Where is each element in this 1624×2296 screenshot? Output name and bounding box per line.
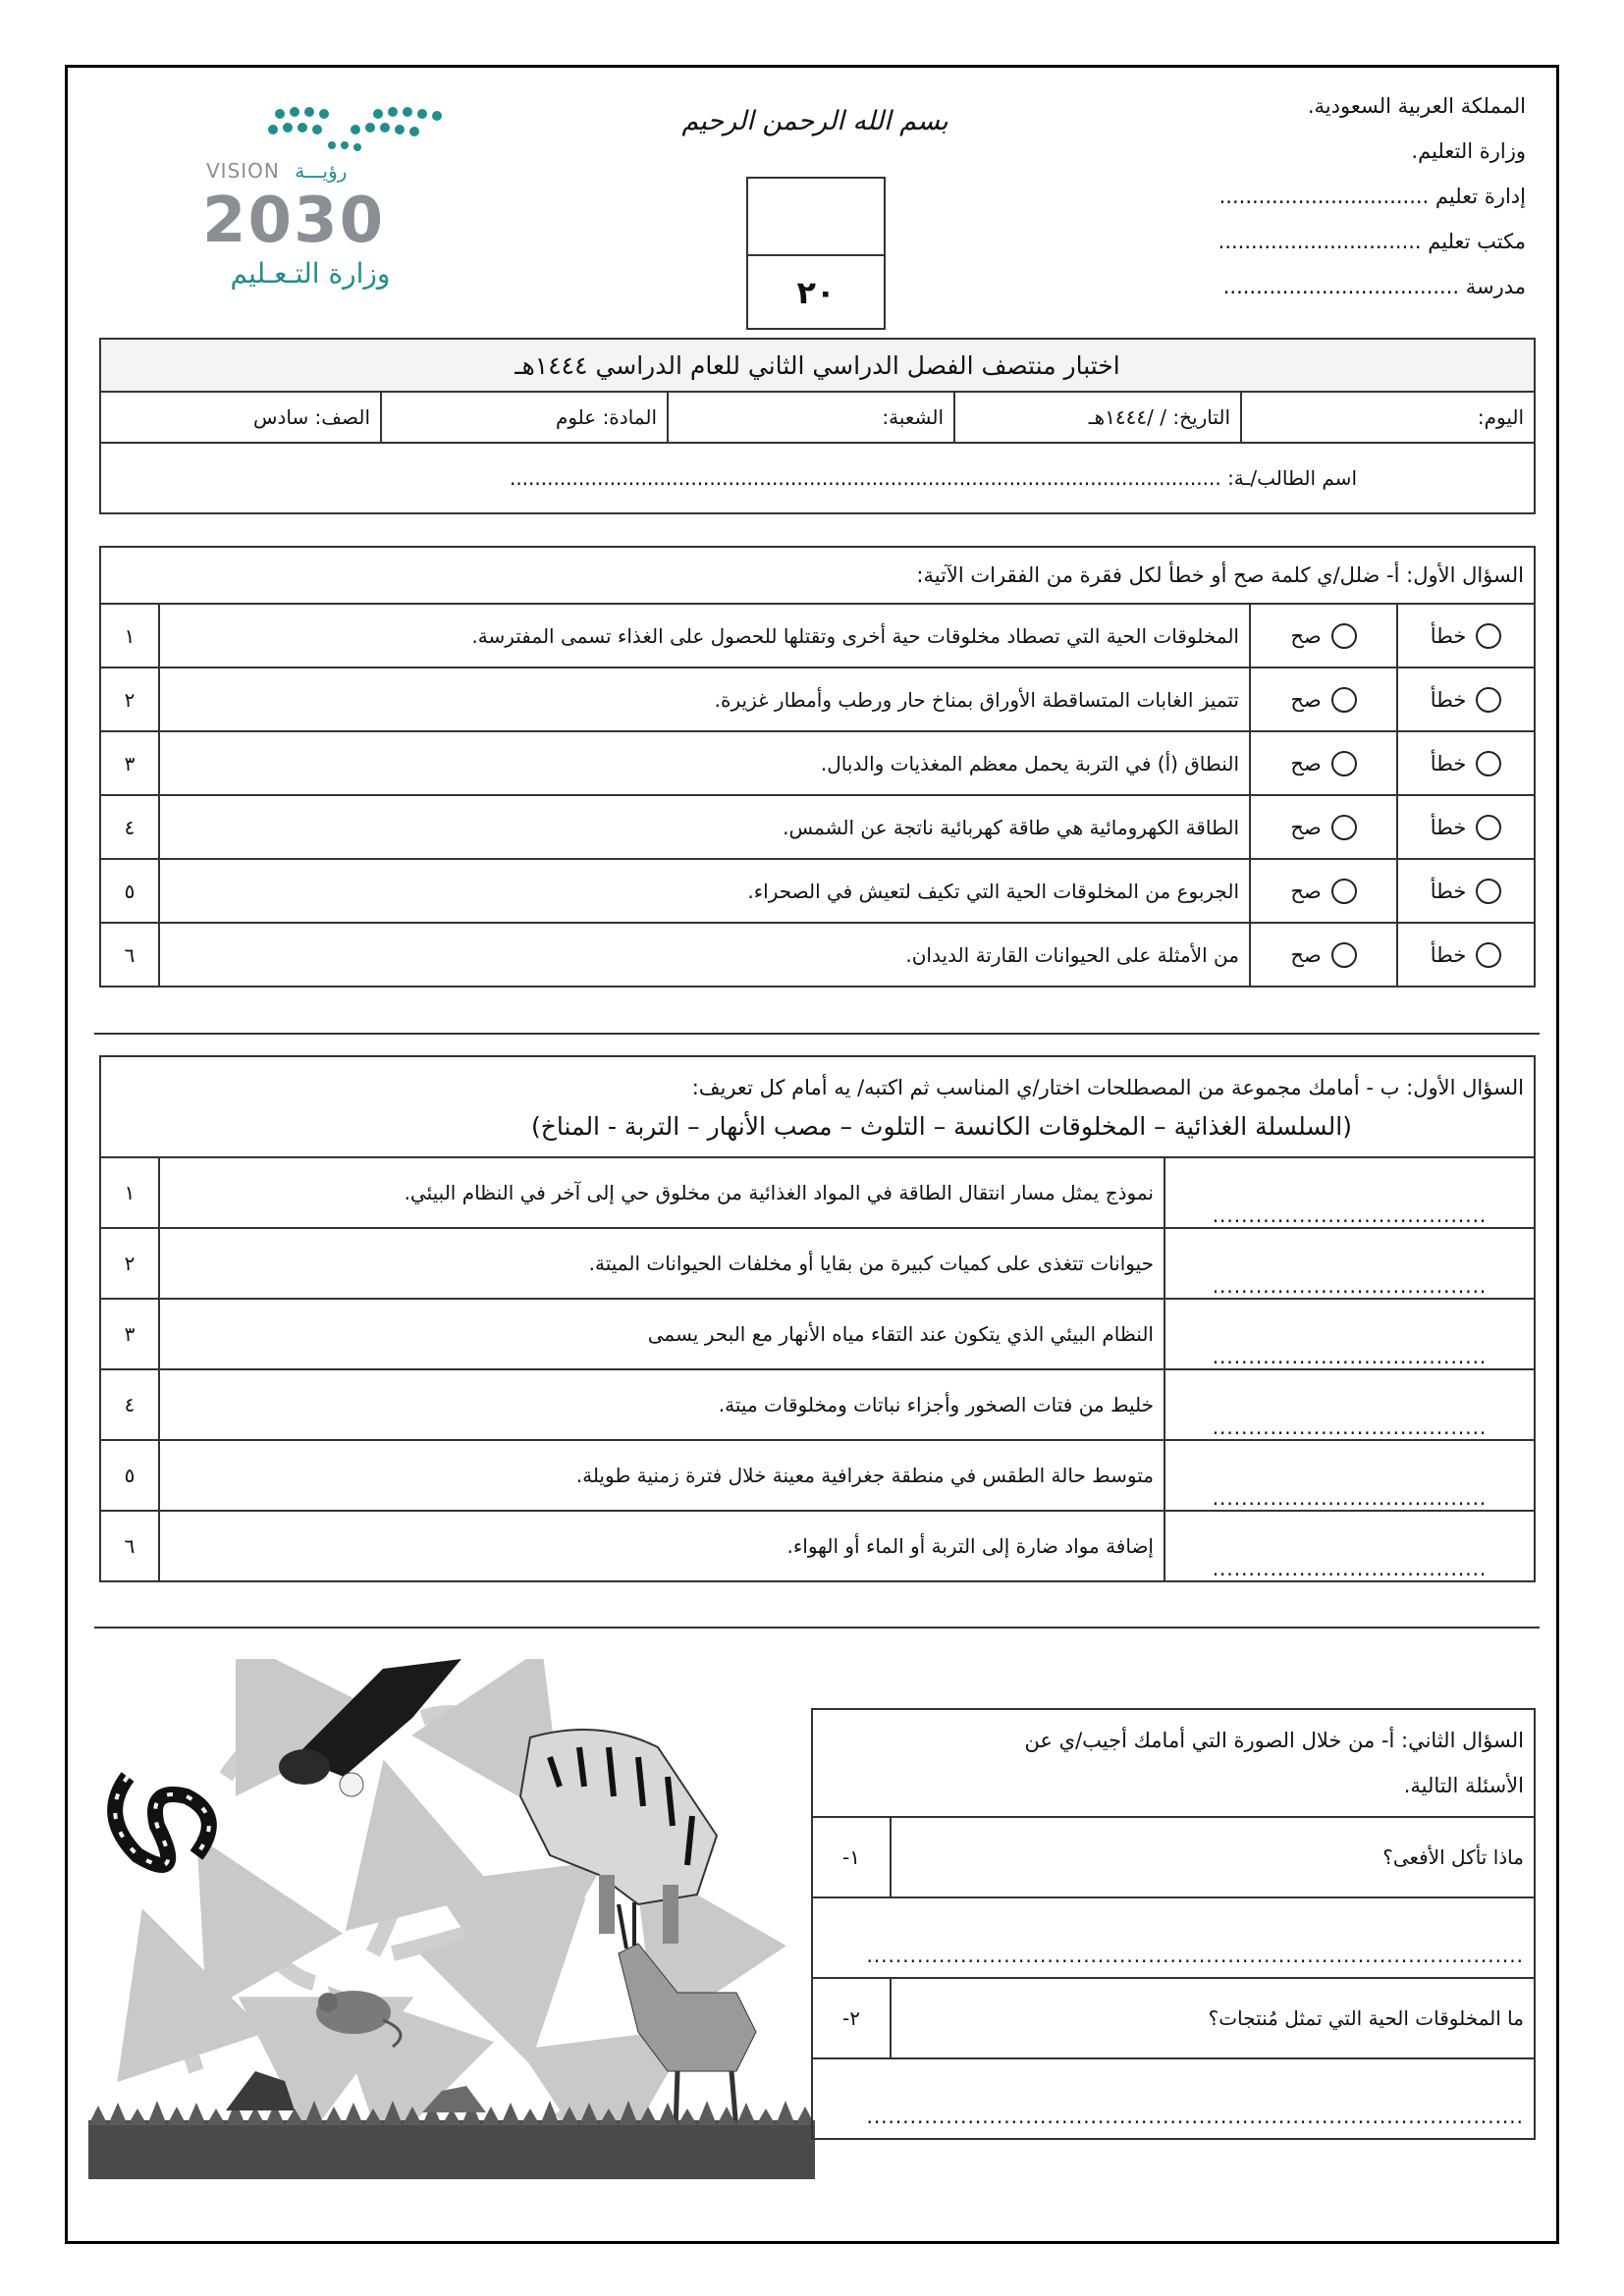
logo-vision-ar: رؤيـــة xyxy=(295,159,348,183)
tf-row xyxy=(100,795,1535,859)
tf-row xyxy=(100,604,1535,667)
radio-circle-icon[interactable] xyxy=(1331,815,1357,840)
tf-row xyxy=(100,859,1535,923)
radio-circle-icon[interactable] xyxy=(1331,687,1357,713)
item-number: ٤ xyxy=(100,795,159,859)
answer-blank[interactable]: ........................................................................................... xyxy=(866,2105,1524,2128)
answer-blank[interactable]: ...................................... xyxy=(1212,1203,1488,1227)
question-text: ما المخلوقات الحية التي تمثل مُنتجات؟ xyxy=(891,1978,1535,2058)
statement: من الأمثلة على الحيوانات القارتة الديدان. xyxy=(159,923,1250,987)
section-field: الشعبة: xyxy=(668,392,954,443)
exam-title: اختبار منتصف الفصل الدراسي الثاني للعام الدراسي ١٤٤٤هـ xyxy=(100,339,1535,392)
definition: حيوانات تتغذى على كميات كبيرة من بقايا أو مخلفات الحيوانات الميتة. xyxy=(159,1228,1164,1299)
item-number: ٣ xyxy=(100,1299,159,1369)
score-box xyxy=(746,177,886,330)
true-option[interactable]: صح xyxy=(1261,751,1386,776)
basmala: بسم الله الرحمن الرحيم xyxy=(681,106,948,136)
ground-grass-icon xyxy=(88,2071,815,2179)
tf-row xyxy=(100,923,1535,987)
logo-dots-icon xyxy=(187,102,511,161)
item-number: ٢ xyxy=(100,667,159,731)
radio-circle-icon[interactable] xyxy=(1476,879,1501,904)
logo-ministry: وزارة التـعـليم xyxy=(230,257,391,290)
q2a-section xyxy=(811,1708,1536,2140)
question-text: ماذا تأكل الأفعى؟ xyxy=(891,1817,1535,1897)
logo-year: 2030 xyxy=(202,185,386,257)
q1b-term-bank: (السلسلة الغذائية – المخلوقات الكانسة – التلوث – مصب الأنهار – التربة - المناخ) xyxy=(530,1111,1352,1141)
q2a-instruction-line1: السؤال الثاني: أ- من خلال الصورة التي أمامك أجيب/ي عن xyxy=(1024,1729,1524,1752)
q1b-section xyxy=(99,1055,1536,1582)
answer-blank[interactable]: ...................................... xyxy=(1212,1486,1488,1510)
snake-icon xyxy=(115,1777,209,1865)
item-number: ٢ xyxy=(100,1228,159,1299)
definition-row xyxy=(100,1440,1535,1511)
false-option[interactable]: خطأ xyxy=(1408,942,1524,968)
header-country: المملكة العربية السعودية. xyxy=(1307,94,1526,118)
day-field: اليوم: xyxy=(1241,392,1535,443)
q2a-instruction-line2: الأسئلة التالية. xyxy=(1403,1774,1524,1797)
answer-blank[interactable]: ...................................... xyxy=(1212,1274,1488,1298)
item-number: ١ xyxy=(100,604,159,667)
statement: المخلوقات الحية التي تصطاد مخلوقات حية أخرى وتقتلها للحصول على الغذاء تسمى المفترسة. xyxy=(159,604,1250,667)
statement: تتميز الغابات المتساقطة الأوراق بمناخ حار ورطب وأمطار غزيرة. xyxy=(159,667,1250,731)
item-number: ٥ xyxy=(100,859,159,923)
q1b-header xyxy=(100,1056,1535,1157)
answer-blank[interactable]: ...................................... xyxy=(1212,1557,1488,1580)
section-divider xyxy=(94,1033,1540,1035)
false-option[interactable]: خطأ xyxy=(1408,623,1524,649)
q2a-header xyxy=(812,1709,1535,1817)
false-option[interactable]: خطأ xyxy=(1408,687,1524,713)
false-option[interactable]: خطأ xyxy=(1408,879,1524,904)
radio-circle-icon[interactable] xyxy=(1331,942,1357,968)
true-option[interactable]: صح xyxy=(1261,942,1386,968)
false-option[interactable]: خطأ xyxy=(1408,751,1524,776)
header-office: مكتب تعليم ............................... xyxy=(1218,230,1526,253)
definition-row xyxy=(100,1511,1535,1581)
logo-vision-en: VISION xyxy=(206,159,280,183)
header-ministry: وزارة التعليم. xyxy=(1411,139,1526,163)
item-number: ٥ xyxy=(100,1440,159,1511)
statement: الطاقة الكهرومائية هي طاقة كهربائية ناتجة عن الشمس. xyxy=(159,795,1250,859)
radio-circle-icon[interactable] xyxy=(1476,623,1501,649)
item-number: ١ xyxy=(100,1157,159,1228)
radio-circle-icon[interactable] xyxy=(1476,687,1501,713)
grade-field: الصف: سادس xyxy=(100,392,381,443)
eagle-icon xyxy=(279,1659,461,1796)
answer-blank[interactable]: ...................................... xyxy=(1212,1345,1488,1368)
item-number: ٦ xyxy=(100,923,159,987)
false-option[interactable]: خطأ xyxy=(1408,815,1524,840)
q1a-section xyxy=(99,546,1536,988)
tf-row xyxy=(100,667,1535,731)
section-divider xyxy=(94,1627,1540,1629)
true-option[interactable]: صح xyxy=(1261,815,1386,840)
true-option[interactable]: صح xyxy=(1261,623,1386,649)
header-department: إدارة تعليم ................................ xyxy=(1218,185,1526,208)
subject-field: المادة: علوم xyxy=(381,392,668,443)
score-total: ٢٠ xyxy=(796,274,836,311)
radio-circle-icon[interactable] xyxy=(1331,751,1357,776)
answer-blank[interactable]: ........................................................................................... xyxy=(866,1944,1524,1967)
definition-row xyxy=(100,1157,1535,1228)
item-number: ٣ xyxy=(100,731,159,795)
definition-row xyxy=(100,1369,1535,1440)
definition: متوسط حالة الطقس في منطقة جغرافية معينة خلال فترة زمنية طويلة. xyxy=(159,1440,1164,1511)
definition: نموذج يمثل مسار انتقال الطاقة في المواد الغذائية من مخلوق حي إلى آخر في النظام البيئي. xyxy=(159,1157,1164,1228)
statement: النطاق (أ) في التربة يحمل معظم المغذيات والدبال. xyxy=(159,731,1250,795)
definition-row xyxy=(100,1228,1535,1299)
tf-row xyxy=(100,731,1535,795)
item-number: ٤ xyxy=(100,1369,159,1440)
header-school: مدرسة .................................... xyxy=(1222,275,1526,298)
radio-circle-icon[interactable] xyxy=(1331,623,1357,649)
answer-blank[interactable]: ...................................... xyxy=(1212,1415,1488,1439)
exam-info xyxy=(99,338,1536,514)
vision-2030-logo xyxy=(187,102,511,298)
radio-circle-icon[interactable] xyxy=(1476,751,1501,776)
question-number: ١- xyxy=(812,1817,891,1897)
q1b-instruction: السؤال الأول: ب - أمامك مجموعة من المصطلحات اختار/ي المناسب ثم اكتبه/ يه أمام كل تعريف: xyxy=(691,1075,1524,1099)
radio-circle-icon[interactable] xyxy=(1331,879,1357,904)
definition-row xyxy=(100,1299,1535,1369)
item-number: ٦ xyxy=(100,1511,159,1581)
date-field: التاريخ: / /١٤٤٤هـ xyxy=(954,392,1241,443)
school-info xyxy=(1015,94,1526,320)
food-web-illustration xyxy=(88,1659,815,2189)
true-option[interactable]: صح xyxy=(1261,879,1386,904)
definition: النظام البيئي الذي يتكون عند التقاء مياه الأنهار مع البحر يسمى xyxy=(159,1299,1164,1369)
question-number: ٢- xyxy=(812,1978,891,2058)
student-name-field[interactable]: اسم الطالب/ـة: .................................................................................................................. xyxy=(100,443,1535,513)
true-option[interactable]: صح xyxy=(1261,687,1386,713)
q1a-instruction: السؤال الأول: أ- ضلل/ي كلمة صح أو خطأ لكل فقرة من الفقرات الآتية: xyxy=(100,547,1535,604)
definition: إضافة مواد ضارة إلى التربة أو الماء أو الهواء. xyxy=(159,1511,1164,1581)
definition: خليط من فتات الصخور وأجزاء نباتات ومخلوقات ميتة. xyxy=(159,1369,1164,1440)
statement: الجربوع من المخلوقات الحية التي تكيف لتعيش في الصحراء. xyxy=(159,859,1250,923)
radio-circle-icon[interactable] xyxy=(1476,942,1501,968)
radio-circle-icon[interactable] xyxy=(1476,815,1501,840)
